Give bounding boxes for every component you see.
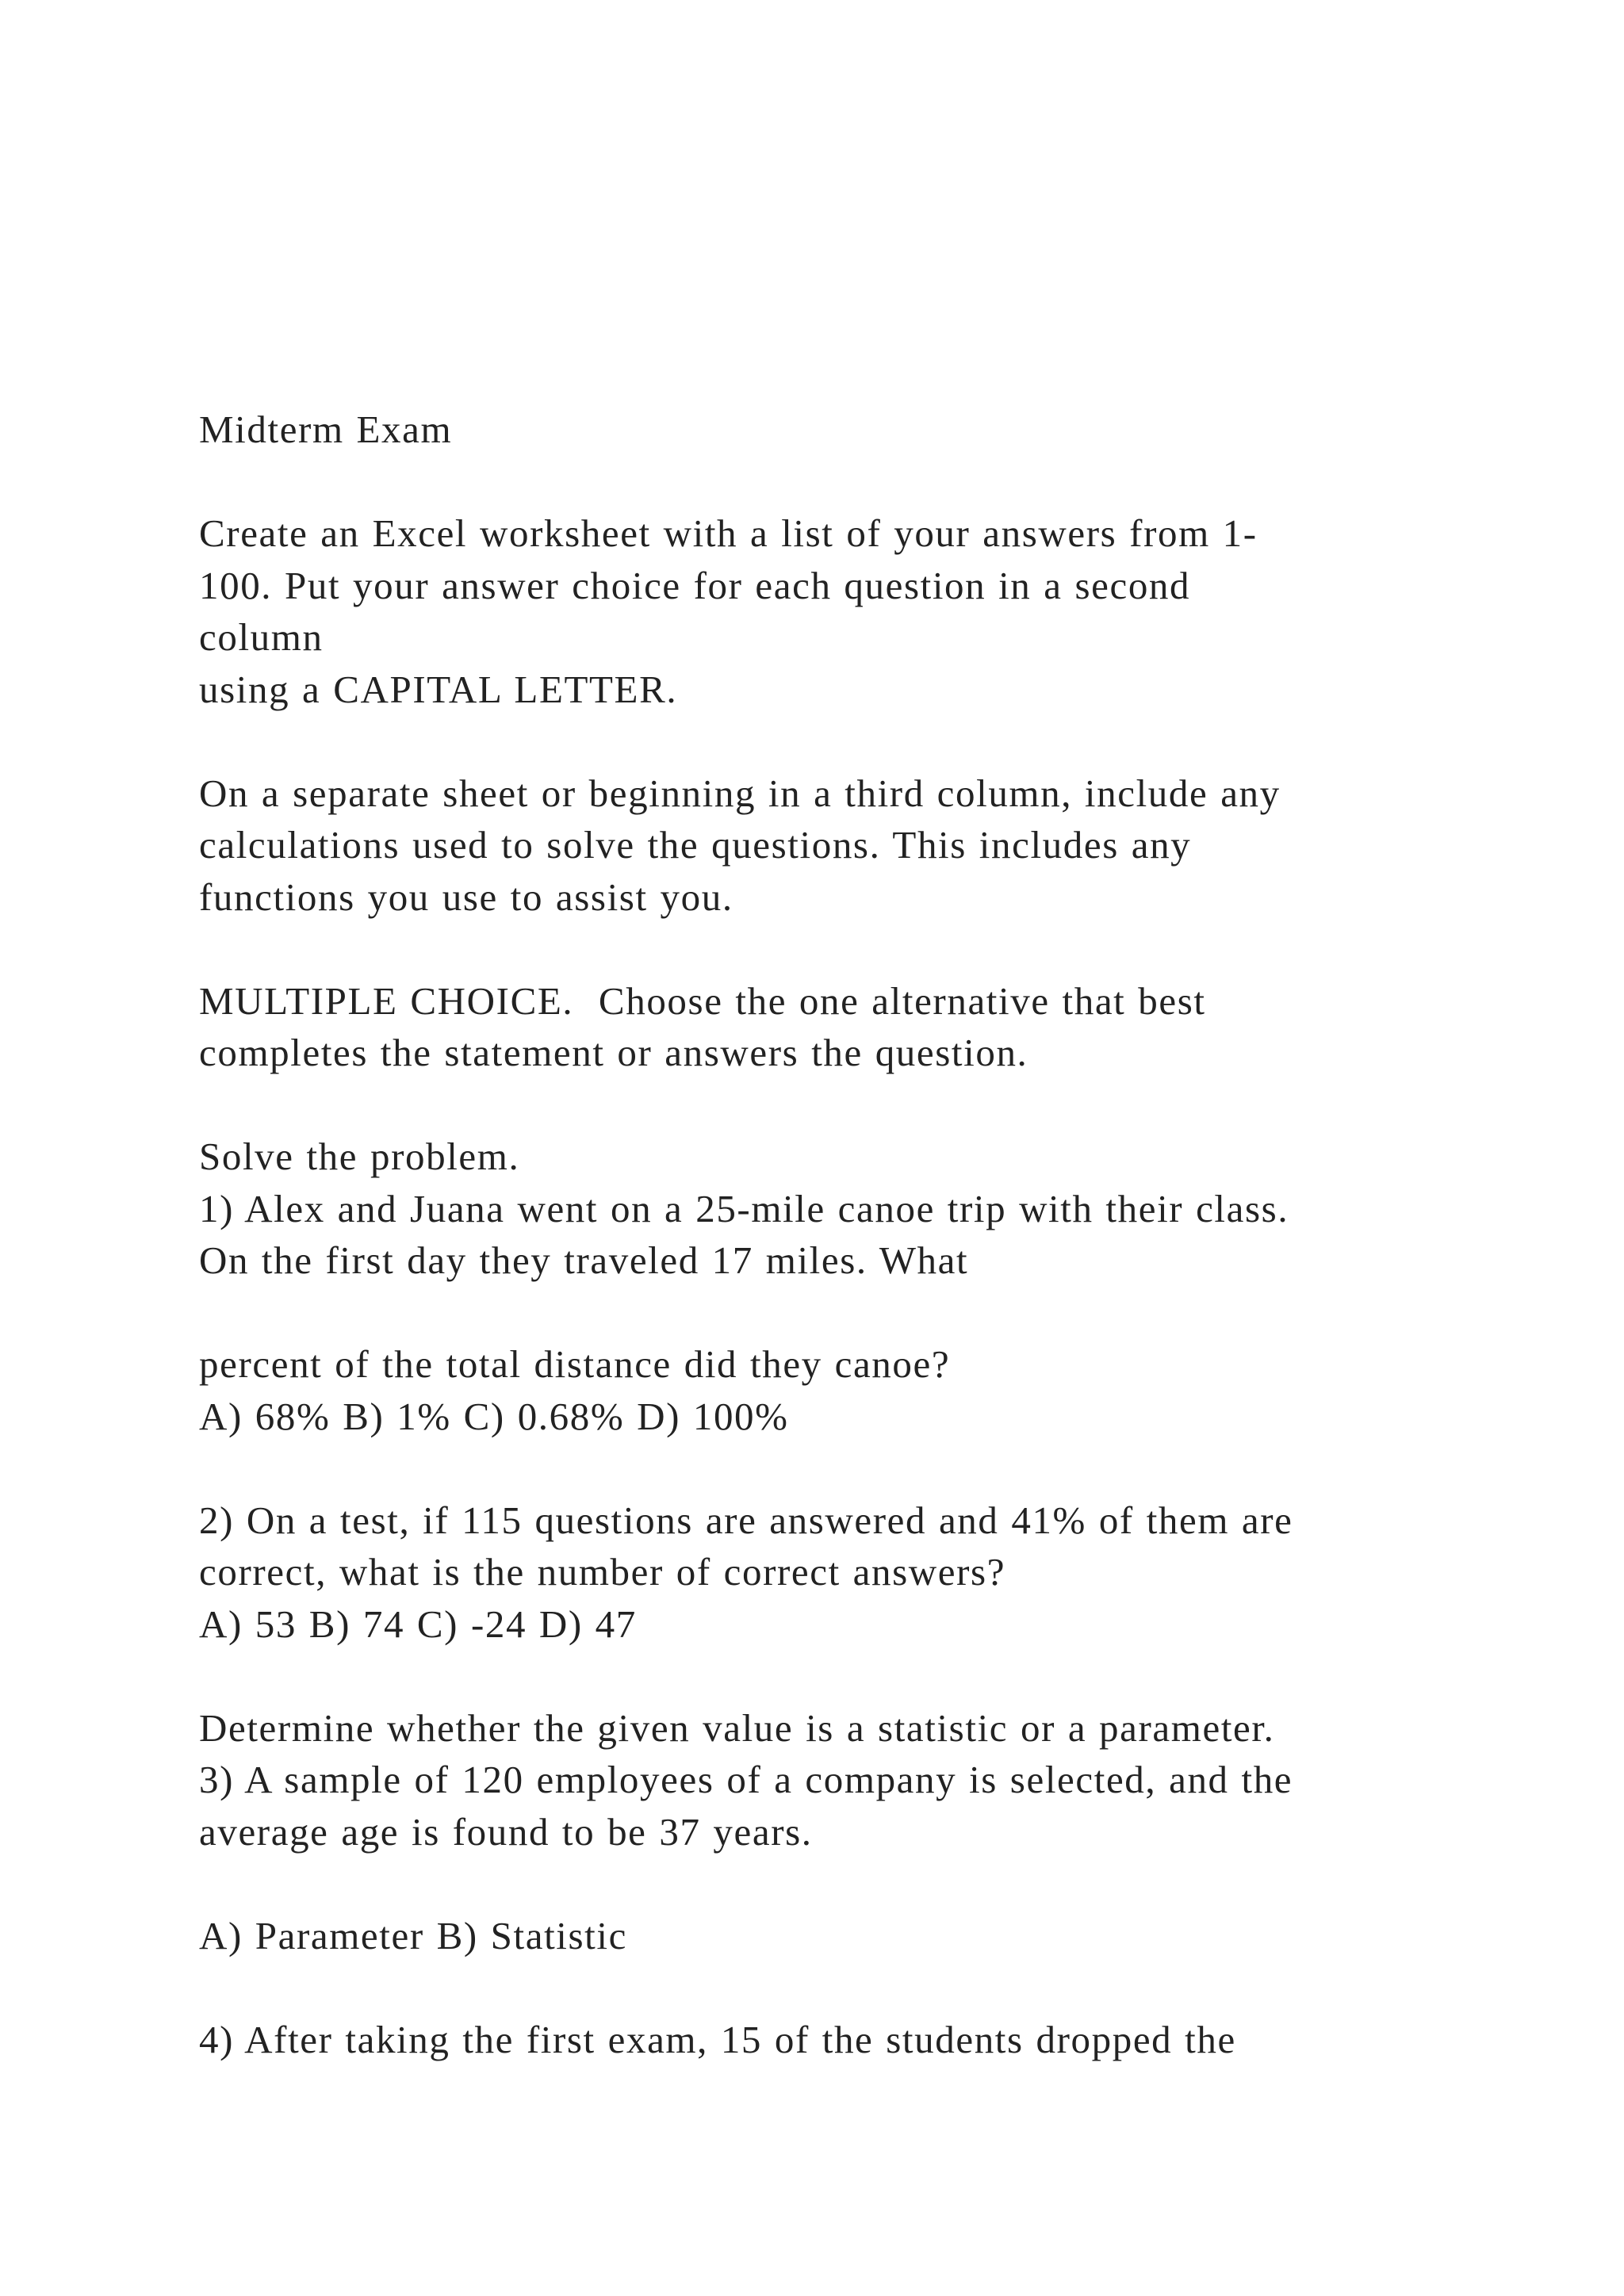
subsection-heading: Determine whether the given value is a statistic or a parameter. xyxy=(199,1705,1275,1750)
blank-line xyxy=(199,923,1547,975)
instruction-line: using a CAPITAL LETTER. xyxy=(199,667,678,711)
exam-title: Midterm Exam xyxy=(199,408,453,451)
subsection-heading: Solve the problem. xyxy=(199,1135,520,1178)
question-2-choices: A) 53 B) 74 C) -24 D) 47 xyxy=(199,1601,637,1646)
question-2-text: correct, what is the number of correct answers? xyxy=(199,1550,1006,1594)
question-3-choices: A) Parameter B) Statistic xyxy=(199,1913,627,1957)
section-heading: MULTIPLE CHOICE. Choose the one alternative that best xyxy=(199,978,1206,1023)
blank-line xyxy=(199,715,1547,767)
blank-line xyxy=(199,1287,1547,1339)
question-1-choices: A) 68% B) 1% C) 0.68% D) 100% xyxy=(199,1394,789,1438)
question-1-text: percent of the total distance did they canoe? xyxy=(199,1342,951,1386)
blank-line xyxy=(199,456,1547,508)
question-3-text: average age is found to be 37 years. xyxy=(199,1809,813,1854)
instruction-line: 100. Put your answer choice for each question in a second xyxy=(199,563,1191,607)
blank-line xyxy=(199,1650,1547,1702)
question-3-text: 3) A sample of 120 employees of a company is selected, and the xyxy=(199,1758,1293,1801)
instruction-line: Create an Excel worksheet with a list of your answers from 1- xyxy=(199,511,1258,555)
question-4-text: 4) After taking the first exam, 15 of the students dropped the xyxy=(199,2017,1236,2061)
document-text xyxy=(199,404,1547,2065)
instruction-line: column xyxy=(199,615,324,659)
blank-line xyxy=(199,1961,1547,2014)
blank-line xyxy=(199,1442,1547,1494)
blank-line xyxy=(199,1858,1547,1910)
section-heading: completes the statement or answers the question. xyxy=(199,1031,1028,1074)
instruction-line: On a separate sheet or beginning in a third column, include any xyxy=(199,771,1281,815)
blank-line xyxy=(199,1079,1547,1131)
instruction-line: calculations used to solve the questions. This includes any xyxy=(199,823,1192,867)
instruction-line: functions you use to assist you. xyxy=(199,874,733,919)
question-1-text: On the first day they traveled 17 miles. What xyxy=(199,1238,969,1282)
question-1-text: 1) Alex and Juana went on a 25-mile canoe trip with their class. xyxy=(199,1186,1289,1230)
question-2-text: 2) On a test, if 115 questions are answered and 41% of them are xyxy=(199,1498,1293,1542)
